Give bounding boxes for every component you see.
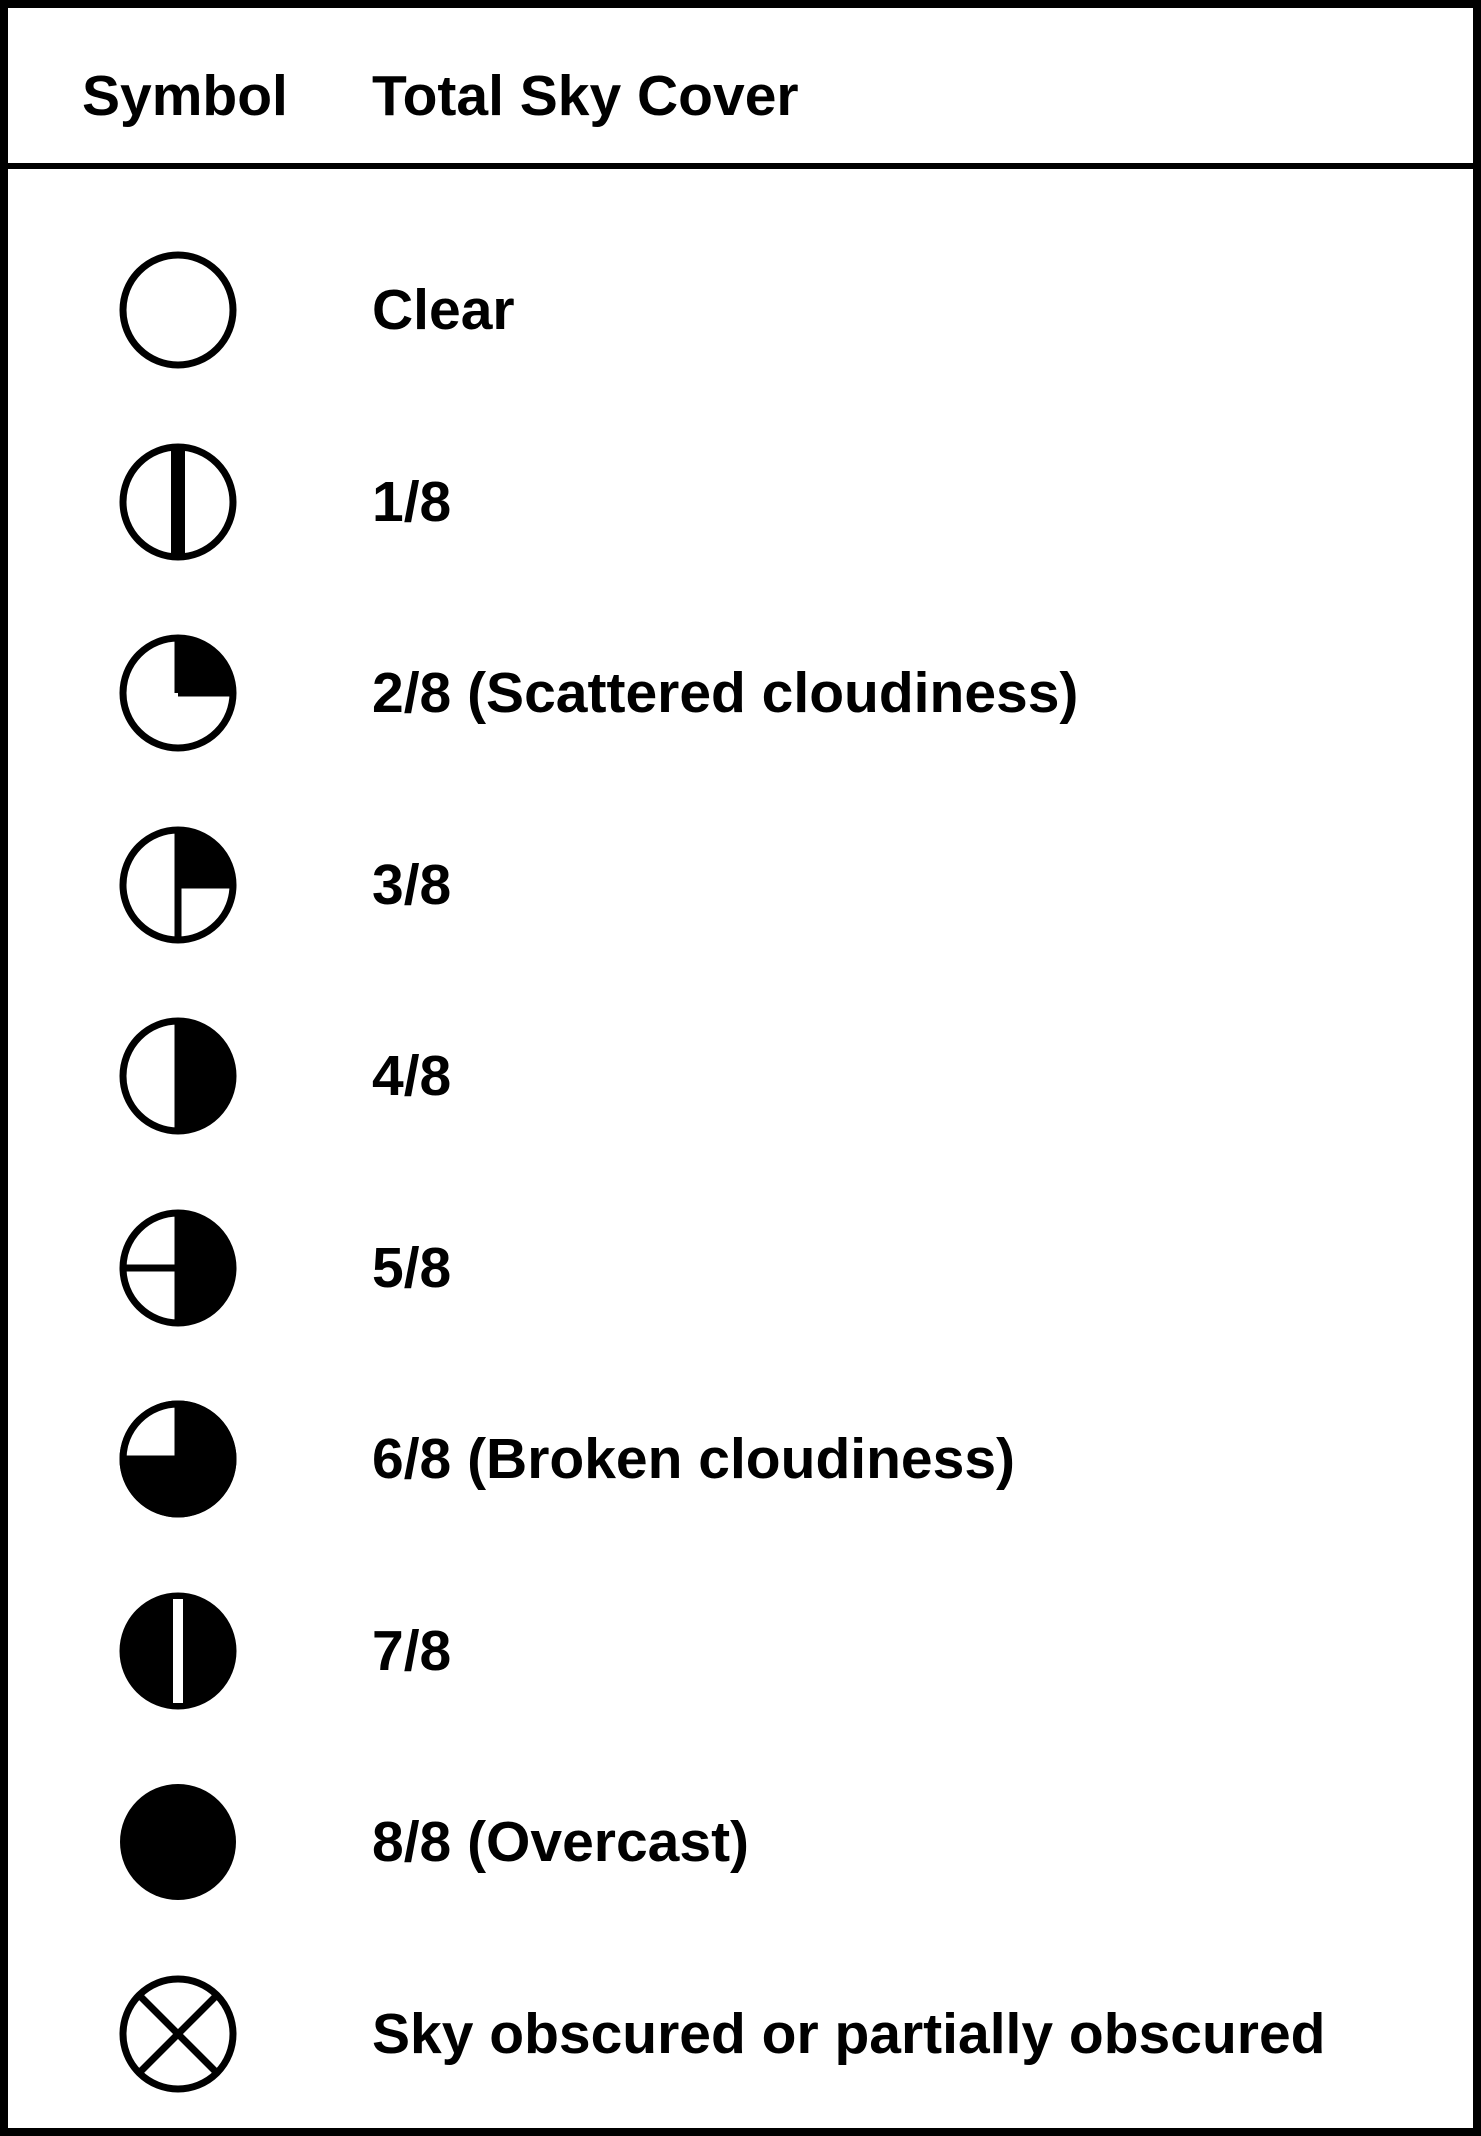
sky-obscured-icon xyxy=(116,1972,240,2096)
seven-eighths-icon xyxy=(116,1589,240,1713)
three-eighths-icon xyxy=(116,823,240,947)
table-row xyxy=(8,1752,1473,1932)
sky-cover-label: 4/8 xyxy=(372,1044,452,1108)
sky-cover-label: 7/8 xyxy=(372,1619,452,1683)
table-row xyxy=(8,986,1473,1166)
table-row xyxy=(8,1178,1473,1358)
sky-cover-label: Sky obscured or partially obscured xyxy=(372,2002,1326,2066)
sky-cover-label: 3/8 xyxy=(372,853,452,917)
sky-cover-label: 8/8 (Overcast) xyxy=(372,1810,750,1874)
six-eighths-icon xyxy=(116,1397,240,1521)
table-row xyxy=(8,1561,1473,1741)
two-eighths-icon xyxy=(116,631,240,755)
sky-cover-label: Clear xyxy=(372,278,515,342)
sky-cover-label: 6/8 (Broken cloudiness) xyxy=(372,1427,1016,1491)
total-sky-cover-column-header: Total Sky Cover xyxy=(372,64,799,128)
overcast-icon xyxy=(116,1780,240,1904)
table-header xyxy=(8,8,1473,169)
four-eighths-icon xyxy=(116,1014,240,1138)
clear-icon xyxy=(116,248,240,372)
one-eighth-icon xyxy=(116,440,240,564)
table-row xyxy=(8,1944,1473,2124)
five-eighths-icon xyxy=(116,1206,240,1330)
sky-cover-label: 2/8 (Scattered cloudiness) xyxy=(372,661,1079,725)
symbol-column-header: Symbol xyxy=(82,64,288,128)
table-row xyxy=(8,412,1473,592)
table-row xyxy=(8,220,1473,400)
table-row xyxy=(8,795,1473,975)
table-row xyxy=(8,603,1473,783)
table-row xyxy=(8,1369,1473,1549)
sky-cover-label: 1/8 xyxy=(372,470,452,534)
sky-cover-label: 5/8 xyxy=(372,1236,452,1300)
